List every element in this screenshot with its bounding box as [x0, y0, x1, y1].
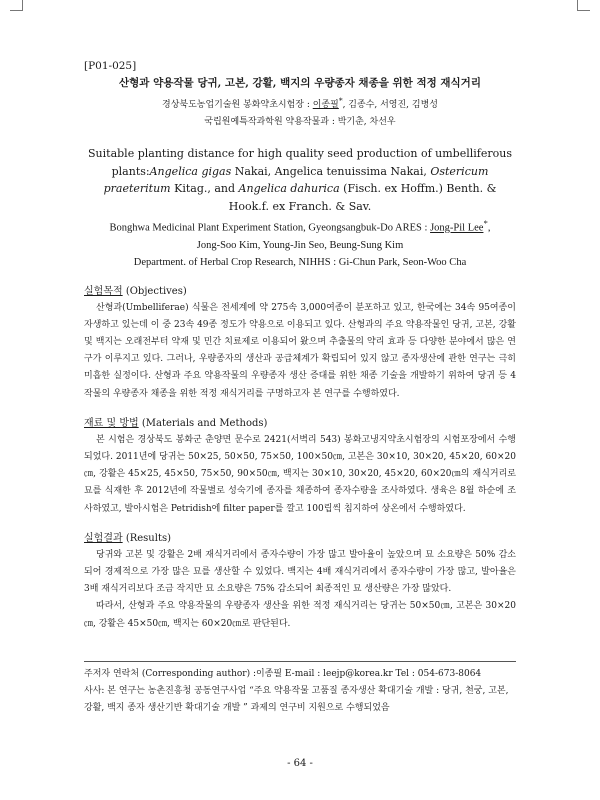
english-authors-1: Bonghwa Medicinal Plant Experiment Station, Gyeongsangbuk-Do ARES : Jong-Pil Lee*,: [109, 218, 491, 234]
section-results: [84, 530, 516, 633]
korean-title: 산형과 약용작물 당귀, 고본, 강활, 백지의 우량종자 채종을 위한 적정 재식거리: [119, 77, 481, 89]
footnote-corresponding-author: 주저자 연락처 (Corresponding author) :이종필 E-mail : leejp@korea.kr Tel : 054-673-8064: [84, 669, 482, 679]
english-title: Suitable planting distance for high quality seed production of umbelliferous plants:Angelica gigas Nakai, Angelica tenuissima Nakai, Ostericum praeteritum Kitag., and Angelica dahurica (Fisch. ex Hoffm.) Benth. & Hook.f. ex Franch. & Sav.: [88, 147, 512, 213]
section-heading: 실험결과 (Results): [84, 532, 171, 544]
english-authors-3: Department. of Herbal Crop Research, NIHHS : Gi-Chun Park, Seon-Woo Cha: [133, 256, 467, 268]
footnotes: [84, 661, 516, 717]
korean-authors-2: 국립원예특작과학원 약용작물과 : 박기춘, 차선우: [204, 117, 396, 127]
crop-mark-right: [577, 0, 590, 11]
footnote-acknowledgement: 사사: 본 연구는 농촌진흥청 공동연구사업 “주요 약용작물 고품질 종자생산 확대기술 개발 : 당귀, 천궁, 고본, 강활, 백지 종자 생산기반 확대기술 개발 ” 과제의 연구비 지원으로 수행되었음: [84, 686, 509, 713]
korean-authors-1: 경상북도농업기술원 봉화약초시험장 : 이종필*, 김종수, 서영진, 김병성: [162, 96, 438, 110]
section-heading: 실험목적 (Objectives): [84, 285, 187, 297]
section-materials-methods: [84, 415, 516, 518]
english-corresponding-author: Jong-Pil Lee: [430, 222, 484, 234]
english-authors-2: Jong-Soo Kim, Young-Jin Seo, Beung-Sung Kim: [196, 239, 404, 251]
section-heading: 재료 및 방법 (Materials and Methods): [84, 417, 268, 429]
section-objectives: [84, 283, 516, 403]
section-paragraph: 본 시험은 경상북도 봉화군 춘양면 문수로 2421(서벽리 543) 봉화고냉지약초시험장의 시험포장에서 수행되었다. 2011년에 당귀는 50×25, 50×50, 75×50, 100×50㎝, 고본은 30×10, 30×20, 45×20, 60×20㎝, 강활은 45×25, 45×50, 75×50, 90×50㎝, 백지는 30×10, 30×20, 45×20, 60×20㎝의 재식거리로 묘를 식재한 후 2012년에 작물별로 성숙기에 종자를 채종하여 종자수량을 조사하였다. 생육은 8월 하순에 조사하였고, 발아시험은 Petridish에 filter paper를 깔고 100립씩 침지하여 상온에서 수행하였다.: [84, 434, 516, 514]
paper-code: [P01-025]: [84, 60, 137, 72]
abstract-content: [84, 60, 516, 633]
korean-corresponding-author: 이종필: [312, 100, 339, 110]
page-number: - 64 -: [287, 758, 313, 769]
section-paragraph: 따라서, 산형과 주요 약용작물의 우량종자 생산을 위한 적정 재식거리는 당귀는 50×50㎝, 고본은 30×20㎝, 강활은 45×50㎝, 백지는 60×20㎝로 판단된다.: [84, 601, 516, 629]
section-paragraph: 산형과(Umbelliferae) 식물은 전세계에 약 275속 3,000여종이 분포하고 있고, 한국에는 34속 95여종이 자생하고 있는데 이 중 23속 49종 정도가 약용으로 이용되고 있다. 산형과의 주요 약용작물인 당귀, 고본, 강활 및 백지는 오래전부터 약재 및 민간 치료제로 이용되어 왔으며 추출물의 약리 효과 등 다양한 분야에서 많은 연구가 이루지고 있다. 그러나, 우량종자의 생산과 공급체계가 확립되어 있지 않고 종자생산에 관한 연구는 극히 미흡한 실정이다. 산형과 주요 약용작물의 우량종자 생산 증대를 위한 채종 기술을 개발하기 위하여 당귀 등 4작물의 우량종자 채종을 위한 적정 재식거리를 구명하고자 본 연구를 수행하였다.: [84, 302, 516, 399]
crop-mark-left: [10, 0, 23, 11]
section-paragraph: 당귀와 고본 및 강활은 2배 재식거리에서 종자수량이 가장 많고 발아율이 높았으며 묘 소요량은 50% 감소되어 경제적으로 가장 많은 묘를 생산할 수 있었다. 백지는 4배 재식거리에서 종자수량이 가장 많고, 발아율은 3배 재식거리보다 조금 작지만 묘 소요량은 75% 감소되어 최종적인 묘 생산량은 가장 많았다.: [84, 549, 516, 595]
